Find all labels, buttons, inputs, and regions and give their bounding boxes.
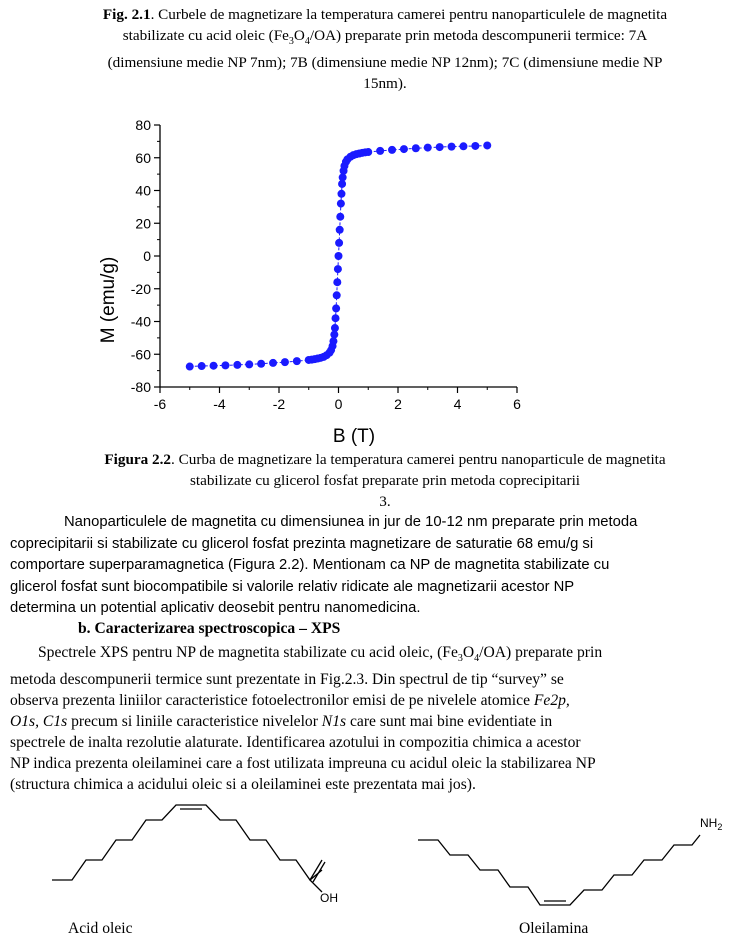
fig21-line1: . Curbele de magnetizare la temperatura camerei pentru nanoparticulele de magnetita — [150, 6, 668, 23]
para1-line3: comportare superparamagnetica (Figura 2.2). Mentionam ca NP de magnetita stabilizate cu — [10, 557, 610, 573]
acid-oleic-label: Acid oleic — [68, 920, 133, 937]
data-point — [448, 143, 456, 151]
figure-2-1-caption — [40, 4, 730, 94]
chart-ylabel: M (emu/g) — [98, 256, 119, 344]
fig22-line2: stabilizate cu glicerol fosfat preparate prin metoda coprecipitarii — [189, 472, 581, 489]
para2-l5: spectrele de inalta rezolutie alaturate. Identificarea azotului in compozitia chimica a acestor — [10, 734, 581, 752]
y-tick-label: 20 — [135, 215, 151, 232]
data-point — [332, 314, 340, 322]
data-point — [245, 360, 253, 368]
fig21-line2b: /OA) preparate prin metoda descompunerii termice: 7A — [309, 27, 648, 44]
nh2-sub: 2 — [717, 822, 723, 832]
data-point — [333, 278, 341, 286]
para1-line1: Nanoparticulele de magnetita cu dimensiunea in jur de 10-12 nm preparate prin metoda — [64, 514, 638, 530]
nh2-n: NH — [700, 816, 718, 830]
para2-l1d: 4 — [474, 653, 480, 665]
oleilamina-label: Oleilamina — [519, 920, 589, 937]
section-heading: b. Caracterizarea spectroscopica – XPS — [78, 620, 341, 637]
chart-points — [186, 141, 492, 370]
y-tick-label: -60 — [130, 346, 151, 363]
oh-label: OH — [320, 891, 338, 905]
fig22-line3: 3. — [379, 493, 391, 510]
y-tick-label: 0 — [143, 248, 151, 264]
fig21-line4: 15nm). — [363, 75, 407, 93]
magnetization-chart — [90, 110, 540, 450]
data-point — [376, 147, 384, 155]
para2-l1a: Spectrele XPS pentru NP de magnetita stabilizate cu acid oleic, (Fe — [38, 644, 458, 661]
para1-line5: determina un potential aplicativ deosebit pentru nanomedicina. — [10, 600, 421, 616]
fig22-label: Figura 2.2 — [104, 451, 172, 468]
data-point — [388, 146, 396, 154]
paragraph-1 — [10, 512, 734, 620]
para2-l1e: /OA) preparate prin — [479, 644, 603, 661]
para2-l4b: precum si liniile caracteristice nivelelor — [67, 713, 322, 731]
para2-l4a: O1s, C1s — [10, 713, 68, 731]
data-point — [293, 357, 301, 365]
data-point — [335, 239, 343, 247]
fig21-line3: (dimensiune medie NP 7nm); 7B (dimensiune medie NP 12nm); 7C (dimensiune medie NP — [107, 54, 663, 72]
fig21-label: Fig. 2.1 — [102, 6, 151, 23]
paragraph-2 — [10, 642, 734, 795]
data-point — [186, 363, 194, 371]
data-point — [336, 226, 344, 234]
chart-xlabel: B (T) — [332, 426, 376, 447]
x-tick-label: 4 — [453, 396, 462, 412]
para2-l1c: O — [462, 644, 475, 661]
data-point — [337, 190, 345, 198]
x-tick-label: -4 — [213, 396, 226, 412]
figure-2-2-caption — [40, 449, 730, 512]
oleic-acid-structure — [40, 800, 360, 910]
data-point — [333, 291, 341, 299]
data-point — [424, 144, 432, 152]
data-point — [483, 141, 491, 149]
data-point — [400, 145, 408, 153]
x-tick-label: -2 — [272, 396, 286, 412]
para2-l4c: N1s — [321, 713, 347, 731]
para2-l3a: observa prezenta liniilor caracteristice fotoelectronilor emisi de pe nivelele atomice — [10, 692, 534, 710]
data-point — [337, 200, 345, 208]
fig21-line2a: stabilizate cu acid oleic (Fe — [122, 27, 289, 44]
data-point — [332, 304, 340, 312]
y-tick-label: 60 — [135, 149, 151, 166]
oleylamine-structure — [410, 805, 740, 915]
data-point — [335, 252, 343, 260]
y-tick-label: -40 — [130, 313, 151, 330]
fig21-o: O — [293, 27, 305, 44]
nh2-label — [700, 816, 722, 832]
para2-l3b: Fe2p, — [533, 692, 570, 710]
data-point — [412, 144, 420, 152]
y-tick-label: -80 — [130, 379, 151, 395]
fig21-sub4: 4 — [304, 36, 310, 48]
x-tick-label: 0 — [334, 396, 343, 412]
fig22-line1: . Curba de magnetizare la temperatura camerei pentru nanoparticule de magnetita — [171, 451, 666, 468]
para1-line4: glicerol fosfat sunt biocompatibile si valorile relativ ridicate ale magnetizarii acestor NP — [10, 578, 575, 595]
oleic-acid-skeleton — [52, 805, 322, 880]
oleylamine-skeleton — [418, 835, 700, 905]
data-point — [233, 361, 241, 369]
y-tick-label: 40 — [135, 182, 151, 199]
data-point — [221, 361, 229, 369]
y-tick-label: 80 — [135, 117, 151, 133]
x-tick-label: 6 — [513, 396, 521, 412]
para2-l7: (structura chimica a acidului oleic si a oleilaminei este prezentata mai jos). — [10, 776, 476, 794]
data-point — [198, 362, 206, 370]
data-point — [334, 265, 342, 273]
fig21-sub3: 3 — [288, 36, 294, 48]
para2-l6: NP indica prezenta oleilaminei care a fost utilizata impreuna cu acidul oleic la stabilizarea NP — [10, 755, 596, 773]
data-point — [269, 359, 277, 367]
data-point — [210, 362, 218, 370]
para2-l4d: care sunt mai bine evidentiate in — [346, 713, 553, 731]
data-point — [257, 360, 265, 368]
data-point — [471, 142, 479, 150]
para2-l2: metoda descompunerii termice sunt prezentate in Fig.2.3. Din spectrul de tip “survey” se — [10, 671, 564, 689]
para2-l1b: 3 — [457, 653, 463, 665]
data-point — [364, 148, 372, 156]
x-tick-label: -6 — [153, 396, 167, 412]
data-point — [436, 143, 444, 151]
data-point — [331, 324, 339, 332]
x-tick-label: 2 — [394, 396, 402, 412]
data-point — [459, 142, 467, 150]
y-tick-label: -20 — [130, 280, 151, 297]
data-point — [336, 213, 344, 221]
para1-line2: coprecipitarii si stabilizate cu glicerol fosfat prezinta magnetizare de saturatie 68 emu/g si — [10, 535, 594, 552]
data-point — [281, 358, 289, 366]
